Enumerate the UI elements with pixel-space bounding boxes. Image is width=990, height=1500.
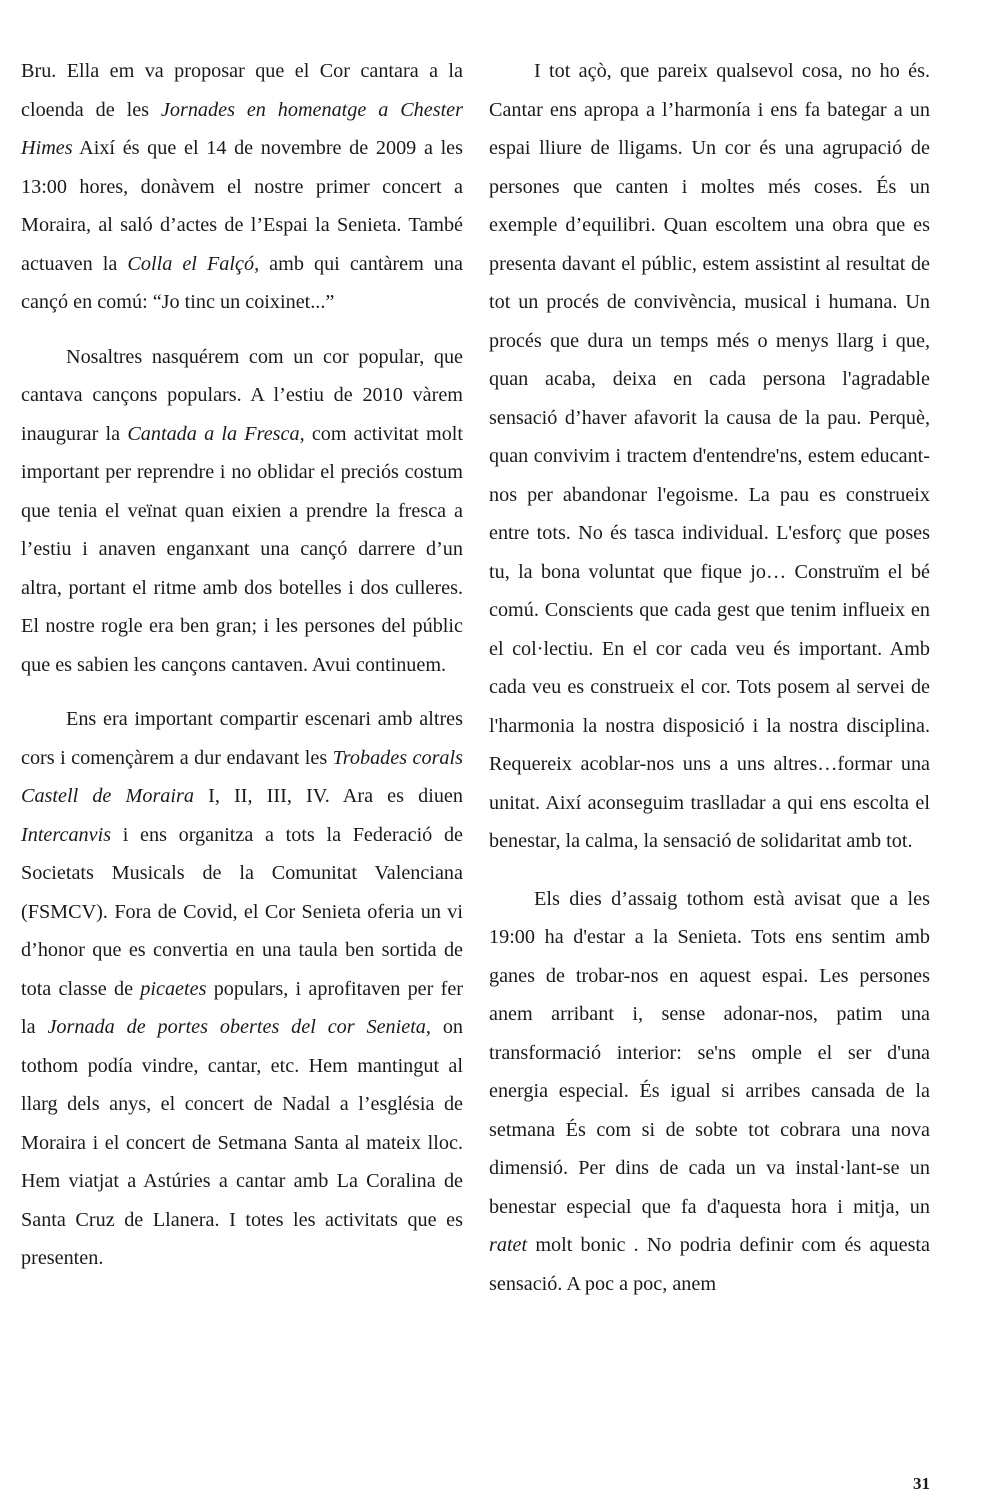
paragraph-trobades: Ens era important compartir escenari amb altres cors i començàrem a dur endavant les Trobades corals Castell de Moraira I, II, III, IV. Ara es diuen Intercanvis i ens organitza a tots la Federació de Societats Musicals de la Comunitat Valenciana (FSMCV). Fora de Covid, el Cor Senieta oferia un vi d’honor que es convertia en una taula ben sortida de tota classe de picaetes populars, i aprofitaven per fer la Jornada de portes obertes del cor Senieta, on tothom podía vindre, cantar, etc. Hem mantingut al llarg dels anys, el concert de Nadal a l’església de Moraira i el concert de Setmana Santa al mateix lloc. Hem viatjat a Astúries a cantar amb La Coralina de Santa Cruz de Llanera. I totes les activitats que es presenten. xyxy=(21,708,464,1269)
right-column xyxy=(489,52,930,1303)
left-column xyxy=(21,52,463,1278)
page-number: 31 xyxy=(913,1474,930,1493)
paragraph-harmonia: I tot açò, que pareix qualsevol cosa, no ho és. Cantar ens apropa a l’harmonía i ens fa bategar a un espai lliure de lligams. Un cor és una agrupació de persones que canten i moltes més coses. És un exemple d’equilibri. Quan escoltem una obra que es presenta davant el públic, estem assistint al resultat de tot un procés de convivència, musical i humana. Un procés que dura un temps més o menys llarg i que, quan acaba, deixa en cada persona l'agradable sensació d’haver afavorit la causa de la pau. Perquè, quan convivim i tractem d'entendre'ns, estem educant-nos per abandonar l'egoisme. La pau es construeix entre tots. No és tasca individual. L'esforç que poses tu, la bona voluntat que fique jo… Construïm el bé comú. Conscients que cada gest que tenim influeix en el col·lectiu. En el cor cada veu és important. Amb cada veu es construeix el cor. Tots posem al servei de l'harmonia la nostra disposició i la nostra disciplina. Requereix acoblar-nos uns a uns altres…formar una unitat. Així aconseguim traslladar a qui ens escolta el benestar, la calma, la sensació de solidaritat amb tot. xyxy=(489,60,930,852)
paragraph-continuation: Bru. Ella em va proposar que el Cor cantara a la cloenda de les Jornades en homenatge a Chester Himes Així és que el 14 de novembre de 2009 a les 13:00 hores, donàvem el nostre primer concert a Moraira, al saló d’actes de l’Espai la Senieta. També actuaven la Colla el Falçó, amb qui cantàrem una cançó en comú: “Jo tinc un coixinet...” xyxy=(21,60,463,313)
paragraph-assaig: Els dies d’assaig tothom està avisat que a les 19:00 ha d'estar a la Senieta. Tots ens sentim amb ganes de trobar-nos en aquest espai. Les persones anem arribant i, sense adonar-nos, patim una transformació interior: se'ns omple el ser d'una energia especial. És igual si arribes cansada de la setmana És com si de sobte tot cobrara una nova dimensió. Per dins de cada un va instal·lant-se un benestar especial que fa d'aquesta hora i mitja, un ratet molt bonic . No podria definir com és aquesta sensació. A poc a poc, anem xyxy=(489,887,930,1295)
paragraph-cantada: Nosaltres nasquérem com un cor popular, que cantava cançons populars. A l’estiu de 2010 vàrem inaugurar la Cantada a la Fresca, com activitat molt important per reprendre i no oblidar el preciós costum que tenia el veïnat quan eixien a prendre la fresca a l’estiu i anaven enganxant una cançó darrere d’un altra, portant el ritme amb dos botelles i dos culleres. El nostre rogle era ben gran; i les persones del públic que es sabien les cançons cantaven. Avui continuem. xyxy=(21,345,464,676)
